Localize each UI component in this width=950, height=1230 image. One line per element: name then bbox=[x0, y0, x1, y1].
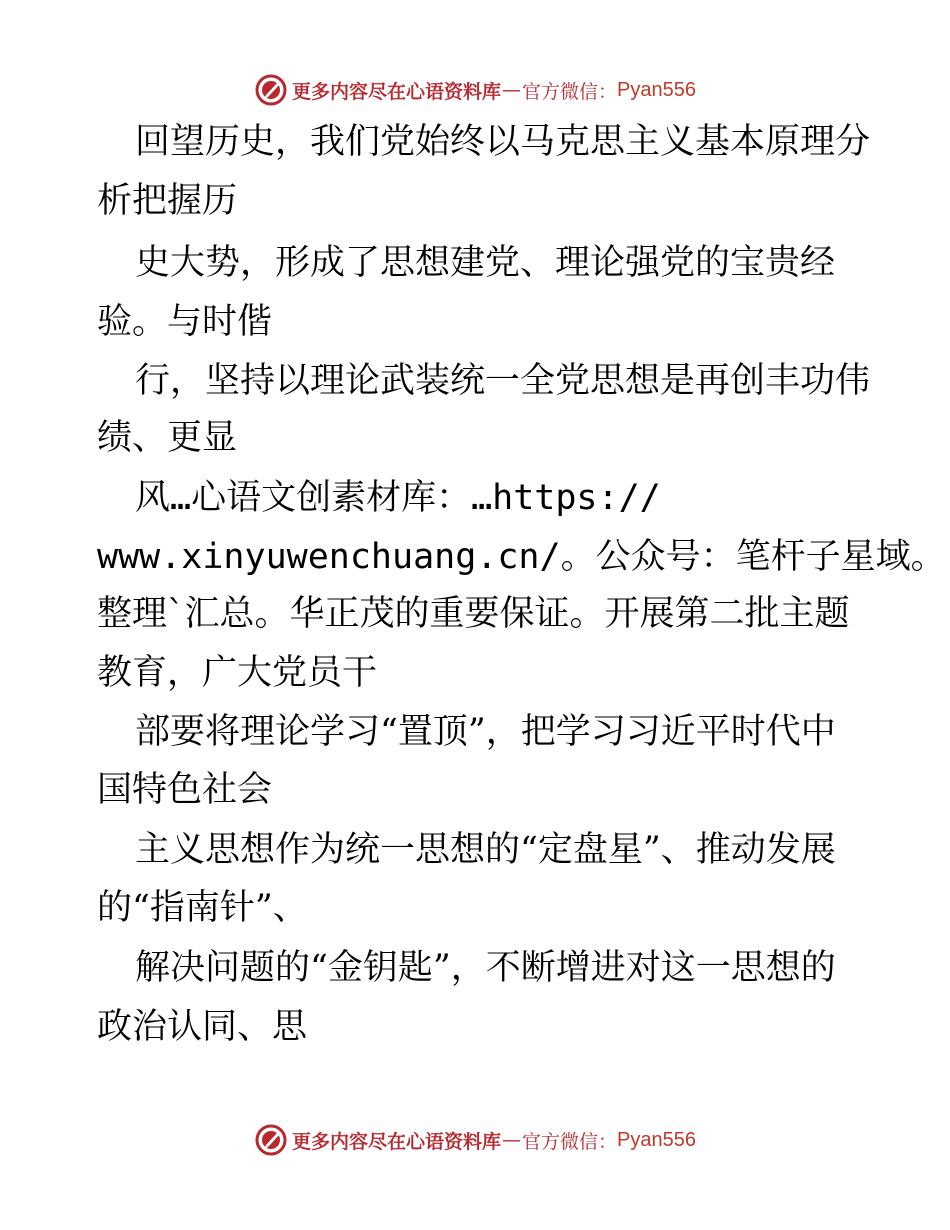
banner-wechat-label: 官方微信： bbox=[522, 80, 618, 103]
header-banner bbox=[0, 70, 950, 110]
pen-nib-circle-icon bbox=[254, 1123, 288, 1157]
body-line: 主义思想作为统一思想的“定盘星”、推动发展 bbox=[135, 830, 836, 870]
body-line: 回望历史，我们党始终以马克思主义基本原理分 bbox=[135, 122, 871, 162]
body-line: 政治认同、思 bbox=[97, 1007, 308, 1047]
body-line: 析把握历 bbox=[97, 181, 238, 221]
body-line: 的“指南针”、 bbox=[97, 888, 308, 928]
banner-wechat-id: Pyan556 bbox=[617, 1128, 696, 1151]
body-line: 行，坚持以理论武装统一全党思想是再创丰功伟 bbox=[135, 361, 871, 401]
pen-nib-circle-icon bbox=[254, 73, 288, 107]
body-line: www.xinyuwenchuang.cn/。公众号：笔杆子星域。 bbox=[97, 537, 946, 577]
banner-dash: — bbox=[502, 1129, 522, 1151]
body-line: 国特色社会 bbox=[97, 770, 273, 810]
banner-title: 更多内容尽在心语资料库 bbox=[292, 1130, 502, 1153]
banner-title: 更多内容尽在心语资料库 bbox=[292, 80, 502, 103]
body-line: 史大势，形成了思想建党、理论强党的宝贵经 bbox=[135, 243, 836, 283]
body-line: 绩、更显 bbox=[97, 418, 238, 458]
body-line: 解决问题的“金钥匙”，不断增进对这一思想的 bbox=[135, 948, 836, 988]
footer-banner bbox=[0, 1120, 950, 1160]
banner-dash: — bbox=[502, 79, 522, 101]
banner-wechat-label: 官方微信： bbox=[522, 1130, 618, 1153]
body-line: 风…心语文创素材库：…https:// bbox=[135, 478, 661, 518]
body-line: 验。与时偕 bbox=[97, 302, 273, 342]
body-line: 整理`汇总。华正茂的重要保证。开展第二批主题 bbox=[97, 594, 850, 634]
banner-wechat-id: Pyan556 bbox=[617, 78, 696, 101]
body-line: 教育，广大党员干 bbox=[97, 653, 378, 693]
body-line: 部要将理论学习“置顶”，把学习习近平时代中 bbox=[135, 712, 836, 752]
